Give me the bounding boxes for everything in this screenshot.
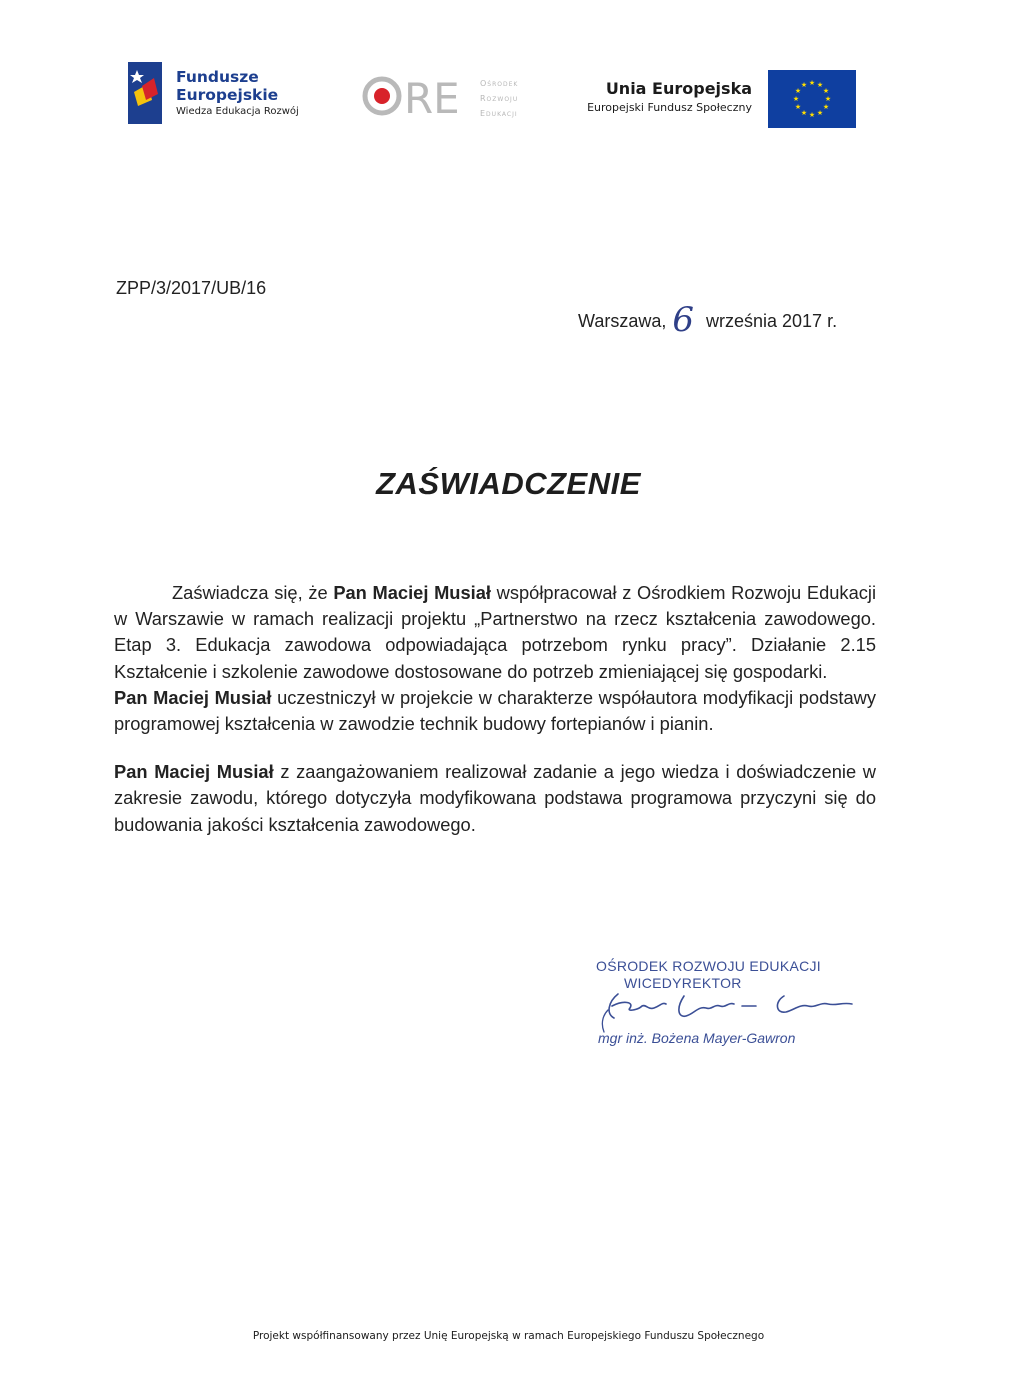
ore-logo-subtitle	[480, 76, 518, 121]
paragraph-3	[114, 759, 876, 838]
svg-text:★: ★	[822, 103, 830, 111]
fe-logo-tagline: Wiedza Edukacja Rozwój	[176, 106, 299, 117]
ore-mark-icon	[360, 72, 472, 124]
footer-cofinancing-note: Projekt współfinansowany przez Unię Europejską w ramach Europejskiego Funduszu Społecznego	[252, 1330, 765, 1342]
date-day-handwritten: 6	[672, 300, 694, 340]
paragraph-1	[114, 580, 876, 685]
ore-sub-line2: Rozwoju	[480, 94, 519, 103]
reference-number: ZPP/3/2017/UB/16	[116, 278, 267, 298]
p1-intro: Zaświadcza się, że	[172, 582, 334, 603]
p1-text: współpracował z Ośrodkiem Rozwoju Edukacji w Warszawie w ramach realizacji projektu „Partnerstwo na rzecz kształcenia zawodowego. Etap 3. Edukacja zawodowa odpowiadająca potrzebom rynku pracy”. Działanie 2.15 Kształcenie i szkolenie zawodowe dostosowane do potrzeb zmieniającej się gospodarki.	[114, 582, 876, 682]
paragraph-2	[114, 685, 876, 737]
fe-flag-icon	[128, 62, 162, 124]
svg-text:★: ★	[824, 95, 832, 103]
eu-logo-text	[587, 78, 752, 116]
svg-text:★: ★	[808, 111, 816, 119]
svg-text:★: ★	[792, 95, 800, 103]
date-month-year: września 2017 r.	[706, 311, 838, 331]
fundusze-europejskie-logo	[128, 62, 328, 128]
svg-text:★: ★	[794, 103, 802, 111]
ore-logo	[360, 72, 540, 128]
ore-sub-line1: Ośrodek	[480, 79, 519, 88]
p2-text: uczestniczył w projekcie w charakterze współautora modyfikacji podstawy programowej kształcenia w zawodzie technik budowy fortepianów i pianin.	[114, 686, 877, 735]
eu-flag-icon	[768, 70, 856, 128]
fe-logo-line2: Europejskie	[176, 86, 279, 104]
date-place: Warszawa,	[578, 311, 667, 331]
stamp-signatory-name: mgr inż. Bożena Mayer-Gawron	[598, 1030, 796, 1046]
eu-logo-subtitle: Europejski Fundusz Społeczny	[587, 101, 752, 114]
fe-logo-line1: Fundusze	[176, 68, 259, 86]
document-title: ZAŚWIADCZENIE	[376, 466, 641, 501]
fe-logo-text	[176, 68, 299, 117]
svg-text:RE: RE	[404, 74, 460, 123]
p2-person-name: Pan Maciej Musiał	[114, 686, 272, 708]
official-stamp	[590, 958, 860, 1058]
document-body	[114, 580, 876, 838]
eu-logo	[566, 70, 856, 130]
ore-sub-line3: Edukacji	[480, 109, 518, 118]
svg-text:★: ★	[822, 87, 830, 95]
stamp-institution: OŚRODEK ROZWOJU EDUKACJI	[596, 958, 821, 974]
stamp-position: WICEDYREKTOR	[624, 975, 742, 991]
document-date	[578, 300, 837, 340]
svg-text:★: ★	[794, 87, 802, 95]
svg-text:★: ★	[800, 81, 808, 89]
svg-text:★: ★	[800, 109, 808, 117]
svg-text:★: ★	[808, 79, 816, 87]
p1-person-name: Pan Maciej Musiał	[333, 582, 491, 603]
p3-text: z zaangażowaniem realizował zadanie a jego wiedza i doświadczenie w zakresie zawodu, którego dotyczyła modyfikowana podstawa programowa przyczyni się do budowania jakości kształcenia zawodowego.	[114, 761, 876, 835]
p3-person-name: Pan Maciej Musiał	[114, 761, 274, 783]
svg-text:★: ★	[816, 81, 824, 89]
eu-logo-title: Unia Europejska	[605, 79, 752, 98]
svg-text:★: ★	[816, 109, 824, 117]
